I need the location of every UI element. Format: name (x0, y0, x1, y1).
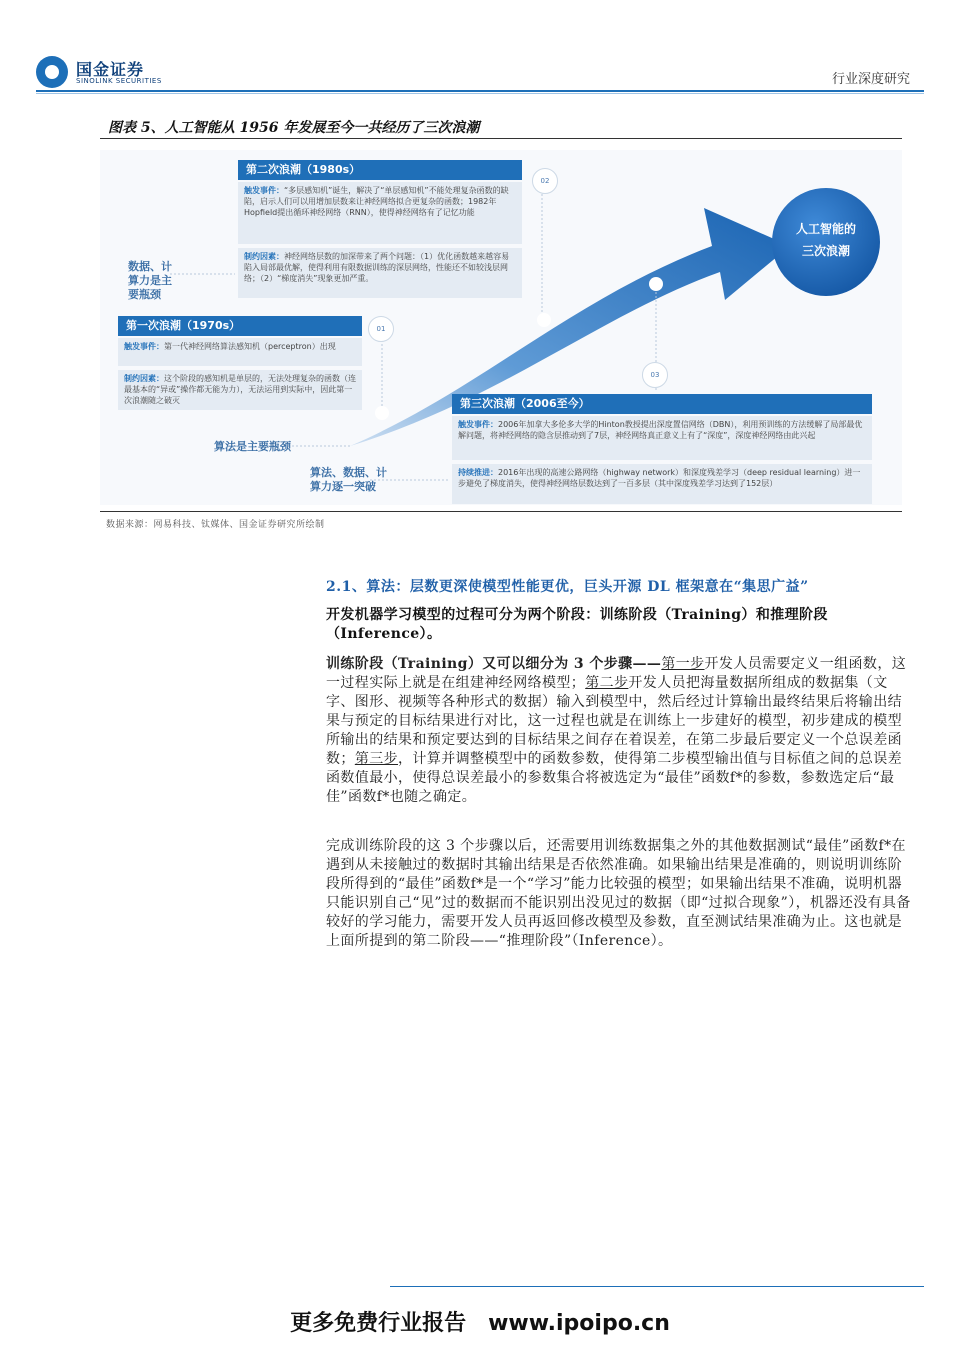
logo-mark-icon (36, 56, 68, 88)
wave2-trigger-tag: 触发事件： (244, 186, 284, 195)
bottleneck-wave2: 数据、计 算力是主 要瓶颈 (128, 260, 172, 301)
figure-source: 数据来源：网易科技、钛媒体、国金证券研究所绘制 (106, 520, 325, 530)
figure-title: 图表 5、人工智能从 1956 年发展至今一共经历了三次浪潮 (108, 120, 480, 136)
wave1-limit-tag: 制约因素： (124, 374, 164, 383)
wave-number-3: 03 (642, 362, 668, 388)
wave3-push (452, 464, 872, 504)
arrow-node-2 (537, 313, 551, 327)
wave2-title: 第二次浪潮（1980s） (238, 160, 522, 180)
figure-bottom-rule (100, 511, 902, 512)
wave2-panel (238, 160, 522, 298)
header-divider (36, 90, 924, 92)
wave3-panel (452, 394, 872, 504)
wave2-limit (238, 248, 522, 298)
wave2-trigger (238, 182, 522, 244)
paragraph-stages: 开发机器学习模型的过程可分为两个阶段：训练阶段（Training）和推理阶段（Inference）。 (326, 607, 828, 642)
wave-number-1: 01 (368, 316, 394, 342)
wave2-limit-text: 神经网络层数的加深带来了两个问题：（1）优化函数越来越容易陷入局部最优解，使得利用有限数据训练的深层网络，性能还不如较浅层网络；（2）“梯度消失”现象更加严重。 (244, 252, 510, 283)
wave1-panel (118, 316, 362, 410)
footer-promo: 更多免费行业报告 www.ipoipo.cn (290, 1311, 670, 1336)
arrow-node-1 (375, 406, 389, 420)
wave3-title: 第三次浪潮（2006至今） (452, 394, 872, 414)
wave3-trigger-tag: 触发事件： (458, 420, 498, 429)
ai-waves-diagram (100, 150, 902, 505)
wave1-limit-text: 这个阶段的感知机是单层的，无法处理复杂的函数（连最基本的“异或”操作都无能为力），无法运用到实际中，因此第一次浪潮随之破灭 (124, 374, 356, 405)
wave3-trigger (452, 416, 872, 460)
report-category: 行业深度研究 (831, 72, 910, 87)
wave1-title: 第一次浪潮（1970s） (118, 316, 362, 336)
step3-label: 第三步 (354, 751, 399, 767)
training-intro: 训练阶段（Training）又可以细分为 3 个步骤—— (326, 656, 662, 672)
section-title: 2.1、算法：层数更深使模型性能更优，巨头开源 DL 框架意在“集思广益” (326, 579, 809, 595)
step1-label: 第一步 (661, 656, 705, 672)
wave3-push-text: 2016年出现的高速公路网络（highway network）和深度残差学习（deep residual learning）进一步避免了梯度消失，使得神经网络层数达到了一百多层（其中深度残差学习达到了152层） (458, 468, 861, 488)
wave3-trigger-text: 2006年加拿大多伦多大学的Hinton教授提出深度置信网络（DBN），利用预训练的方法缓解了局部最优解问题，将神经网络的隐含层推动到了7层，神经网络真正意义上有了“深度”，深度神经网络由此兴起 (458, 420, 863, 440)
wave1-trigger (118, 338, 362, 366)
wave1-trigger-text: 第一代神经网络算法感知机（perceptron）出现 (164, 342, 336, 351)
wave2-trigger-text: “多层感知机”诞生，解决了“单层感知机”不能处理复杂函数的缺陷，启示人们可以用增加层数来让神经网络拟合更复杂的函数；1982年Hopfield提出循环神经网络（RNN），使得神经网络有了记忆功能 (244, 186, 509, 217)
wave1-limit (118, 370, 362, 410)
wave1-trigger-tag: 触发事件： (124, 342, 164, 351)
wave2-limit-tag: 制约因素： (244, 252, 284, 261)
arrow-node-3 (649, 277, 663, 291)
company-logo (36, 56, 186, 90)
step2-label: 第二步 (585, 675, 629, 691)
wave3-push-tag: 持续推进： (458, 468, 498, 477)
logo-chinese-name: 国金证券 (76, 60, 145, 79)
paragraph-training (326, 655, 912, 807)
step3-text: ，计算并调整模型中的函数参数，使得第二步模型输出值与目标值之间的总误差函数值最小，使得总误差最小的参数集合将被选定为“最佳”函数f*的参数，参数选定后“最佳”函数f*也随之确定。 (326, 751, 903, 805)
step2-text: 开发人员把海量数据所组成的数据集（文字、图形、视频等各种形式的数据）输入到模型中，然后经过计算输出最终结果后将输出结果与预定的目标结果进行对比，这一过程也就是在训练上一步建好的模型，初步建成的模型所输出的结果和预定要达到的目标结果之间存在着误差，在第二步最后要定义一个总误差函数； (326, 675, 902, 767)
bottleneck-wave1: 算法是主要瓶颈 (214, 440, 291, 453)
header-divider-thin (36, 93, 924, 94)
logo-english-name: SINOLINK SECURITIES (76, 77, 162, 85)
wave-number-2: 02 (532, 168, 558, 194)
center-circle-label: 人工智能的 三次浪潮 (795, 222, 856, 258)
bottleneck-wave3: 算法、数据、计 算力逐一突破 (310, 466, 387, 493)
step1-text: 开发人员需要定义一组函数，这一过程实际上就是在组建神经网络模型； (326, 656, 907, 691)
footer-divider (390, 1286, 924, 1287)
paragraph-inference: 完成训练阶段的这 3 个步骤以后，还需要用训练数据集之外的其他数据测试“最佳”函数f*在遇到从未接触过的数据时其输出结果是否依然准确。如果输出结果是准确的，则说明训练阶段所得到的“最佳”函数f*是一个“学习”能力比较强的模型；如果输出结果不准确，说明机器只能识别自己“见”过的数据而不能识别出没见过的数据（即“过拟合现象”），机器还没有具备较好的学习能力，需要开发人员再返回修改模型及参数，直至测试结果准确为止。这也就是上面所提到的第二阶段——“推理阶段”（Inference）。 (326, 838, 911, 949)
figure-top-rule (100, 138, 902, 139)
